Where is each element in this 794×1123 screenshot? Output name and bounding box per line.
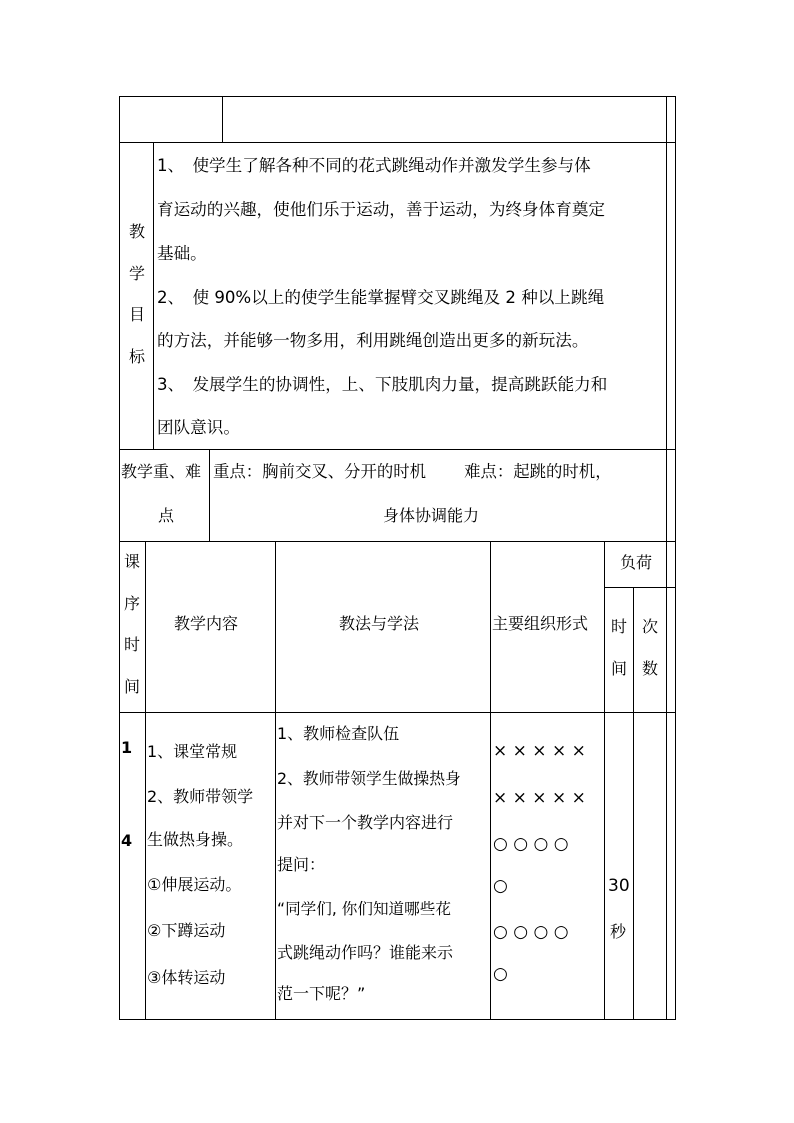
method-line: 提问： (277, 855, 326, 874)
row-seq: 4 (121, 831, 133, 850)
method-line: “同学们, 你们知道哪些花 (277, 900, 451, 918)
load-header: 负荷 (620, 553, 653, 572)
objective-line: 团队意识。 (157, 418, 240, 437)
objectives-header-char: 教 (129, 222, 146, 241)
method-line: 式跳绳动作吗？谁能来示 (277, 943, 454, 962)
objectives-header-char: 标 (129, 347, 146, 366)
objective-line: 3、 发展学生的协调性，上、下肢肌肉力量，提高跳跃能力和 (157, 375, 608, 394)
organization-header: 主要组织形式 (492, 614, 589, 633)
key-points-line: 重点：胸前交叉、分开的时机 难点：起跳的时机， (213, 462, 612, 481)
method-line: 2、教师带领学生做操热身 (277, 769, 461, 788)
time-value: 30 (608, 876, 630, 896)
content-header: 教学内容 (174, 614, 239, 633)
time-unit: 秒 (610, 922, 627, 941)
load-time-header: 间 (611, 659, 628, 678)
row-seq: 1 (121, 738, 133, 757)
course-time-header-char: 序 (124, 594, 141, 613)
content-line: 生做热身操。 (147, 830, 244, 849)
content-line: 2、教师带领学 (147, 787, 254, 806)
key-points-line: 身体协调能力 (383, 506, 480, 525)
content-line: ②下蹲运动 (147, 921, 226, 940)
method-line: 并对下一个教学内容进行 (277, 813, 454, 832)
method-line: 1、教师检查队伍 (277, 724, 400, 743)
objectives-header-char: 学 (129, 264, 146, 283)
objective-line: 育运动的兴趣，使他们乐于运动，善于运动，为终身体育奠定 (157, 200, 606, 219)
objectives-header-char: 目 (129, 305, 146, 324)
formation-line: × × × × × (493, 741, 586, 761)
load-time-header: 时 (611, 617, 628, 636)
content-line: 1、课堂常规 (147, 742, 238, 761)
course-time-header-char: 课 (124, 552, 141, 571)
content-line: ①伸展运动。 (147, 875, 242, 894)
objective-line: 的方法，并能够一物多用，利用跳绳创造出更多的新玩法。 (157, 331, 589, 350)
key-points-header-cont: 点 (158, 506, 175, 525)
content-line: ③体转运动 (147, 968, 226, 987)
load-count-header: 次 (642, 617, 659, 636)
load-count-header: 数 (642, 659, 659, 678)
method-header: 教法与学法 (339, 614, 420, 633)
formation-line: ○ (493, 876, 508, 896)
formation-line: × × × × × (493, 788, 586, 808)
formation-line: ○ ○ ○ ○ (493, 834, 569, 854)
method-line: 范一下呢？” (277, 984, 366, 1003)
objective-line: 2、 使 90%以上的使学生能掌握臂交叉跳绳及 2 种以上跳绳 (157, 288, 605, 307)
course-time-header-char: 时 (124, 635, 141, 654)
objective-line: 1、 使学生了解各种不同的花式跳绳动作并激发学生参与体 (157, 156, 591, 175)
key-points-header: 教学重、难 (121, 462, 202, 481)
course-time-header-char: 间 (124, 677, 141, 696)
formation-line: ○ (493, 964, 508, 984)
objective-line: 基础。 (157, 244, 207, 263)
formation-line: ○ ○ ○ ○ (493, 922, 569, 942)
